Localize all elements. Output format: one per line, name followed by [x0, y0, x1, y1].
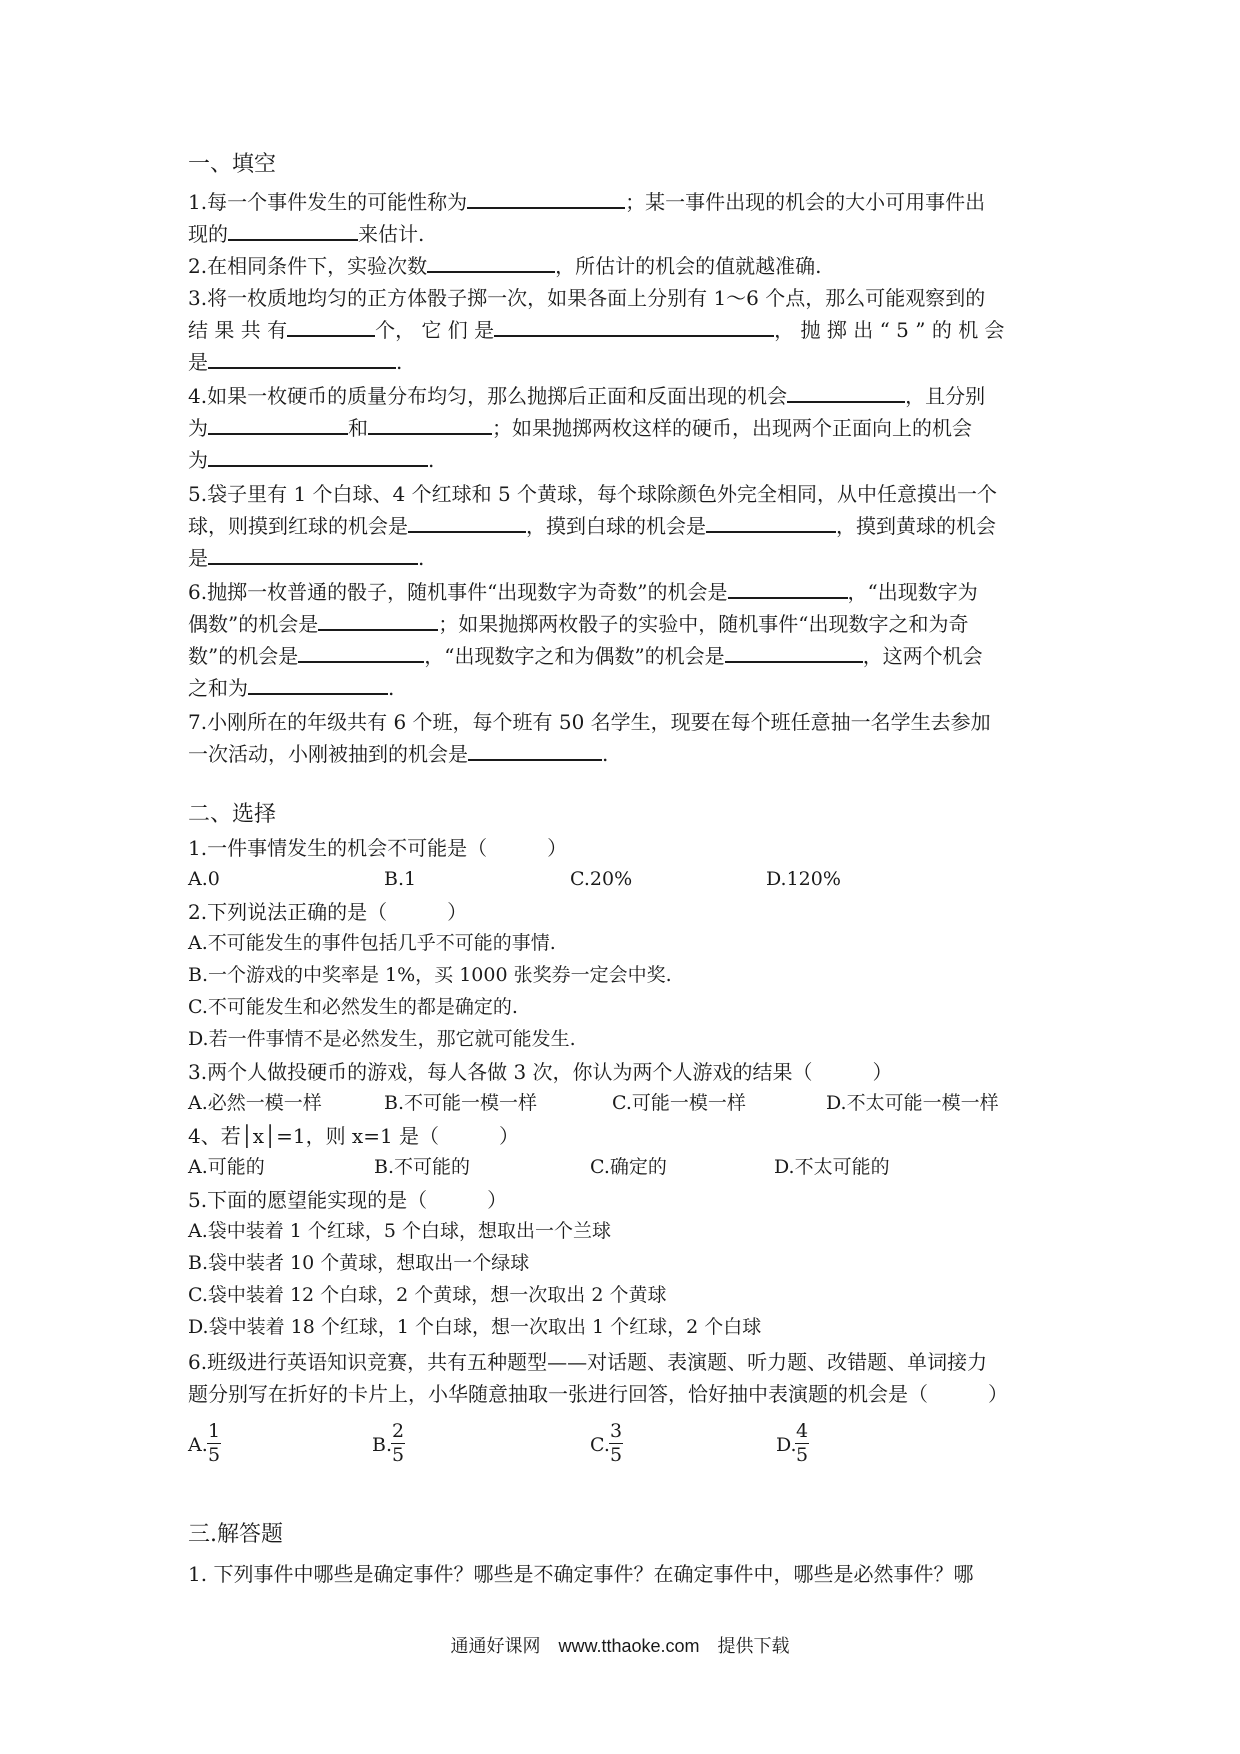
option-a[interactable]: A.0 [188, 868, 220, 890]
option-c[interactable]: C.确定的 [590, 1156, 667, 1178]
text: ， 抛 掷 出 “ 5 ” 的 机 会 [774, 318, 1005, 342]
option-label: C. [590, 1434, 610, 1456]
section-title-choice: 二、选择 [188, 802, 277, 827]
question-1-1-cont [188, 218, 1068, 250]
answer-blank[interactable] [368, 413, 492, 435]
text: 为 [188, 416, 208, 440]
text: ，摸到白球的机会是 [526, 514, 706, 538]
answer-blank[interactable] [468, 739, 602, 761]
text: 球，则摸到红球的机会是 [188, 514, 408, 538]
text: 现的 [188, 222, 228, 246]
option-b[interactable]: B.袋中装者 10 个黄球，想取出一个绿球 [188, 1252, 530, 1274]
question-1-6-cont [188, 608, 1068, 640]
option-d-fraction[interactable] [776, 1420, 816, 1468]
option-b[interactable]: B.一个游戏的中奖率是 1%，买 1000 张奖券一定会中奖. [188, 964, 672, 986]
answer-blank[interactable] [494, 315, 774, 337]
answer-blank[interactable] [208, 445, 428, 467]
question-1-3-cont [188, 314, 1068, 346]
answer-blank[interactable] [728, 577, 848, 599]
numerator: 1 [208, 1420, 221, 1442]
option-c[interactable]: C.可能一模一样 [612, 1092, 746, 1114]
question-2-3: 3.两个人做投硬币的游戏，每人各做 3 次，你认为两个人游戏的结果（ ） [188, 1060, 893, 1084]
text: 偶数”的机会是 [188, 612, 319, 636]
section-title-solve: 三.解答题 [188, 1522, 283, 1547]
text: 是 [188, 350, 208, 374]
option-c-fraction[interactable] [590, 1420, 630, 1468]
option-b[interactable]: B.1 [384, 868, 417, 890]
option-a[interactable]: A.可能的 [188, 1156, 265, 1178]
section-title-fill-blank: 一、填空 [188, 152, 277, 177]
question-1-3: 3.将一枚质地均匀的正方体骰子掷一次，如果各面上分别有 1～6 个点，那么可能观察到的 [188, 286, 986, 310]
denominator: 5 [392, 1444, 405, 1466]
option-a-fraction[interactable] [188, 1420, 228, 1468]
option-d[interactable]: D.120% [766, 868, 841, 890]
text: . [388, 676, 395, 700]
text: ，这两个机会 [862, 644, 983, 668]
option-a[interactable]: A.袋中装着 1 个红球，5 个白球，想取出一个兰球 [188, 1220, 612, 1242]
denominator: 5 [610, 1444, 623, 1466]
option-d[interactable]: D.不太可能的 [774, 1156, 890, 1178]
text: 一次活动，小刚被抽到的机会是 [188, 742, 468, 766]
text: 和 [348, 416, 368, 440]
answer-blank[interactable] [706, 511, 836, 533]
text: 4.如果一枚硬币的质量分布均匀，那么抛掷后正面和反面出现的机会 [188, 384, 788, 408]
question-2-6-cont: 题分别写在折好的卡片上，小华随意抽取一张进行回答，恰好抽中表演题的机会是（ ） [188, 1382, 1008, 1406]
answer-blank[interactable] [427, 251, 555, 273]
question-1-5-cont2 [188, 542, 1068, 574]
text: 为 [188, 448, 208, 472]
text: . [396, 350, 403, 374]
text: . [418, 546, 425, 570]
text: 数”的机会是 [188, 644, 299, 668]
text: 来估计. [358, 222, 425, 246]
option-c[interactable]: C.不可能发生和必然发生的都是确定的. [188, 996, 518, 1018]
text: . [602, 742, 609, 766]
question-3-1: 1. 下列事件中哪些是确定事件？哪些是不确定事件？在确定事件中，哪些是必然事件？哪 [188, 1562, 974, 1586]
option-a[interactable]: A.必然一模一样 [188, 1092, 322, 1114]
question-2-5: 5.下面的愿望能实现的是（ ） [188, 1188, 508, 1212]
option-b-fraction[interactable] [372, 1420, 412, 1468]
answer-blank[interactable] [248, 673, 388, 695]
answer-blank[interactable] [298, 641, 424, 663]
answer-blank[interactable] [287, 315, 375, 337]
answer-blank[interactable] [318, 609, 438, 631]
option-d[interactable]: D.若一件事情不是必然发生，那它就可能发生. [188, 1028, 576, 1050]
question-1-4-cont2 [188, 444, 1068, 476]
question-1-1 [188, 186, 1068, 218]
text: ，且分别 [905, 384, 986, 408]
text: ，所估计的机会的值就越准确. [555, 254, 822, 278]
text: . [428, 448, 435, 472]
denominator: 5 [796, 1444, 809, 1466]
text: 个， 它 们 是 [375, 318, 495, 342]
option-label: A. [188, 1434, 208, 1456]
denominator: 5 [208, 1444, 221, 1466]
question-1-7: 7.小刚所在的年级共有 6 个班，每个班有 50 名学生，现要在每个班任意抽一名学生去参加 [188, 710, 991, 734]
option-b[interactable]: B.不可能的 [374, 1156, 471, 1178]
answer-blank[interactable] [208, 543, 418, 565]
text: ；如果抛掷两枚骰子的实验中，随机事件“出现数字之和为奇 [438, 612, 969, 636]
question-2-2: 2.下列说法正确的是（ ） [188, 900, 468, 924]
option-label: B. [372, 1434, 393, 1456]
text: 是 [188, 546, 208, 570]
answer-blank[interactable] [467, 187, 625, 209]
text: 2.在相同条件下，实验次数 [188, 254, 428, 278]
question-1-2 [188, 250, 1068, 282]
question-1-5: 5.袋子里有 1 个白球、4 个红球和 5 个黄球，每个球除颜色外完全相同，从中任意摸出一个 [188, 482, 998, 506]
text: ，摸到黄球的机会 [836, 514, 996, 538]
text: 1.每一个事件发生的可能性称为 [188, 190, 468, 214]
option-a[interactable]: A.不可能发生的事件包括几乎不可能的事情. [188, 932, 556, 954]
question-2-6: 6.班级进行英语知识竞赛，共有五种题型——对话题、表演题、听力题、改错题、单词接力 [188, 1350, 988, 1374]
text: 之和为 [188, 676, 248, 700]
option-label: D. [776, 1434, 797, 1456]
answer-blank[interactable] [208, 347, 396, 369]
question-1-5-cont [188, 510, 1068, 542]
text: ，“出现数字为 [847, 580, 978, 604]
text: ；如果抛掷两枚这样的硬币，出现两个正面向上的机会 [492, 416, 972, 440]
numerator: 3 [610, 1420, 623, 1442]
option-d[interactable]: D.袋中装着 18 个红球，1 个白球，想一次取出 1 个红球，2 个白球 [188, 1316, 762, 1338]
question-1-4 [188, 380, 1068, 412]
answer-blank[interactable] [408, 511, 526, 533]
question-2-4: 4、若│x│=1，则 x=1 是（ ） [188, 1124, 520, 1148]
text: ，“出现数字之和为偶数”的机会是 [424, 644, 725, 668]
option-b[interactable]: B.不可能一模一样 [384, 1092, 538, 1114]
question-1-3-cont2 [188, 346, 1068, 378]
option-c[interactable]: C.袋中装着 12 个白球，2 个黄球，想一次取出 2 个黄球 [188, 1284, 667, 1306]
text: 6.抛掷一枚普通的骰子，随机事件“出现数字为奇数”的机会是 [188, 580, 728, 604]
question-1-6-cont2 [188, 640, 1068, 672]
question-1-4-cont [188, 412, 1068, 444]
question-1-7-cont [188, 738, 1068, 770]
option-c[interactable]: C.20% [570, 868, 633, 890]
answer-blank[interactable] [228, 219, 358, 241]
option-d[interactable]: D.不太可能一模一样 [826, 1092, 999, 1114]
answer-blank[interactable] [725, 641, 863, 663]
text: ；某一事件出现的机会的大小可用事件出 [625, 190, 986, 214]
numerator: 2 [392, 1420, 405, 1442]
question-1-6-cont3 [188, 672, 1068, 704]
page-footer: 通通好课网 www.tthaoke.com 提供下载 [450, 1636, 790, 1656]
question-1-6 [188, 576, 1068, 608]
answer-blank[interactable] [208, 413, 348, 435]
text: 结 果 共 有 [188, 318, 288, 342]
answer-blank[interactable] [787, 381, 905, 403]
question-2-1: 1.一件事情发生的机会不可能是（ ） [188, 836, 568, 860]
numerator: 4 [796, 1420, 809, 1442]
